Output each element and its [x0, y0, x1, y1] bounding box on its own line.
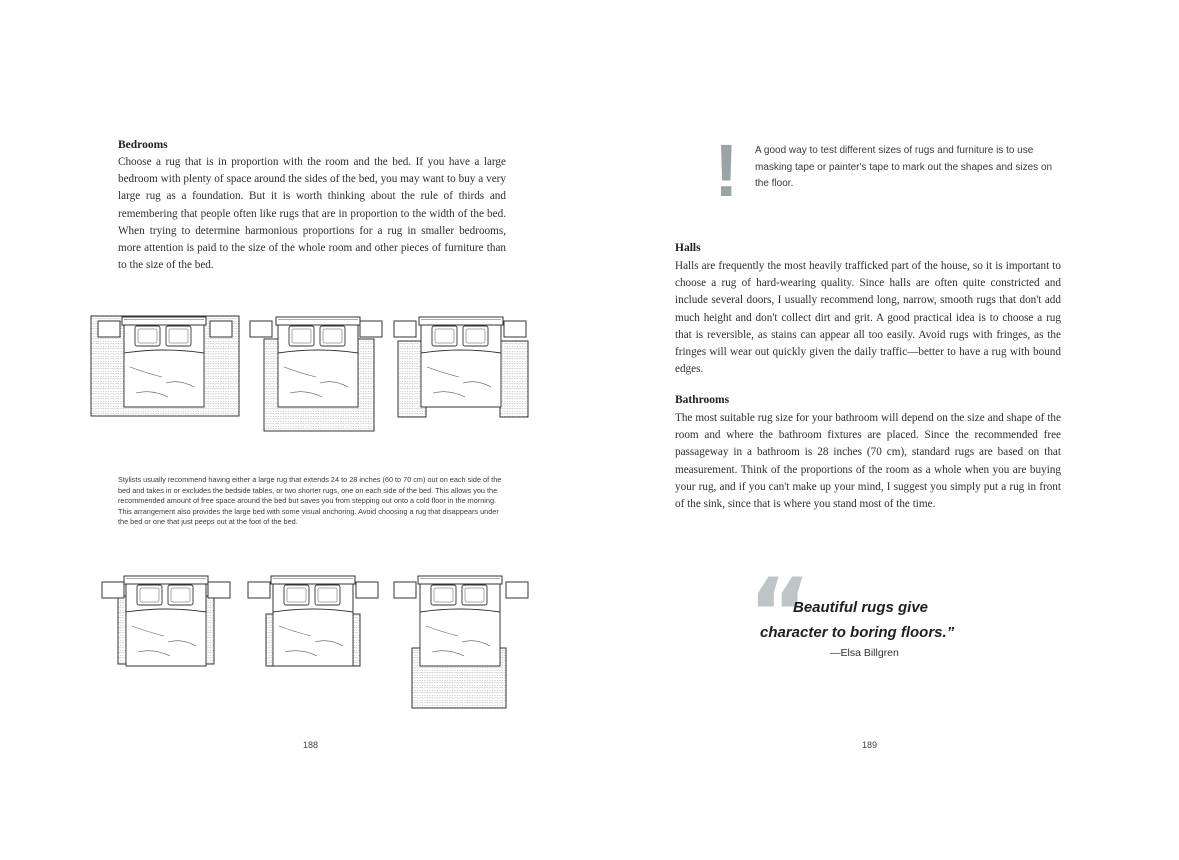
bed-illustration-large-rug-all — [90, 315, 242, 417]
bed-illustration-rug-too-small-sides — [102, 574, 230, 668]
bedrooms-heading: Bedrooms — [118, 139, 168, 151]
halls-heading: Halls — [675, 242, 701, 254]
pull-quote-line-1: Beautiful rugs give — [793, 599, 929, 616]
bed-illustration-rug-disappears-under-bed — [248, 574, 378, 668]
quotation-mark-icon: “ — [748, 558, 812, 670]
page-number-right: 189 — [862, 740, 878, 750]
halls-paragraph: Halls are frequently the most heavily trafficked part of the house, so it is important to choose a rug of hard-wearing quality. Since halls are often quite constricted and include several doors, I usually recommend long, narrow, smooth rugs that don't add much height and don't collect dirt and grit. A good practical idea is to choose a rug that is reversible, as stains can appear all too easily. Avoid rugs with fringes, as the fringes will wear out quickly given the daily traffic—better to have a rug with bound edges. — [675, 260, 1061, 376]
pull-quote-line-2: character to boring floors.” — [760, 624, 955, 641]
bathrooms-heading: Bathrooms — [675, 394, 730, 406]
illustration-caption: Stylists usually recommend having either a large rug that extends 24 to 28 inches (60 to 70 cm) out on each side of the bed and takes in or excludes the bedside tables, or two shorter rugs, one on each side of the bed. This allows you the recommended amount of free space around the bed but saves you from stepping out onto a cold floor in the morning. This arrangement also provides the large bed with some visual anchoring. Avoid choosing a rug that disappears under the bed or one that just peeps out at the foot of the bed. — [118, 475, 502, 527]
bed-illustration-large-rug-excluding-tables — [250, 315, 386, 433]
exclamation-icon: ! — [714, 129, 739, 212]
page-number-left: 188 — [303, 740, 319, 750]
bedrooms-paragraph: Choose a rug that is in proportion with the room and the bed. If you have a large bedroom with plenty of space around the sides of the bed, you may want to buy a very large rug as a foundation. But it is worth thinking about the rule of thirds and remembering that people often like rugs that are in proportion to the width of the bed. When trying to determine harmonious proportions for a rug in smaller bedrooms, more attention is paid to the size of the whole room and other pieces of furniture than to the size of the bed. — [118, 156, 506, 272]
bathrooms-paragraph: The most suitable rug size for your bathroom will depend on the size and shape of the room and where the bathroom fixtures are placed. Since the recommended free passageway in a bathroom is 28 inches (70 cm), standard rugs are based on that measurement. Think of the proportions of the room as a whole when you are buying your rug, and if you can't make up your mind, I suggest you simply put a rug in front of the sink, since that is where you stand most of the time. — [675, 412, 1061, 511]
bed-illustration-rug-peeks-at-foot — [394, 574, 528, 710]
right-page — [590, 0, 1179, 860]
pull-quote-attribution: —Elsa Billgren — [830, 647, 899, 659]
tip-text: A good way to test different sizes of rugs and furniture is to use masking tape or painter's tape to mark out the shapes and sizes on the floor. — [755, 145, 1053, 190]
bed-illustration-two-side-rugs — [394, 315, 528, 419]
